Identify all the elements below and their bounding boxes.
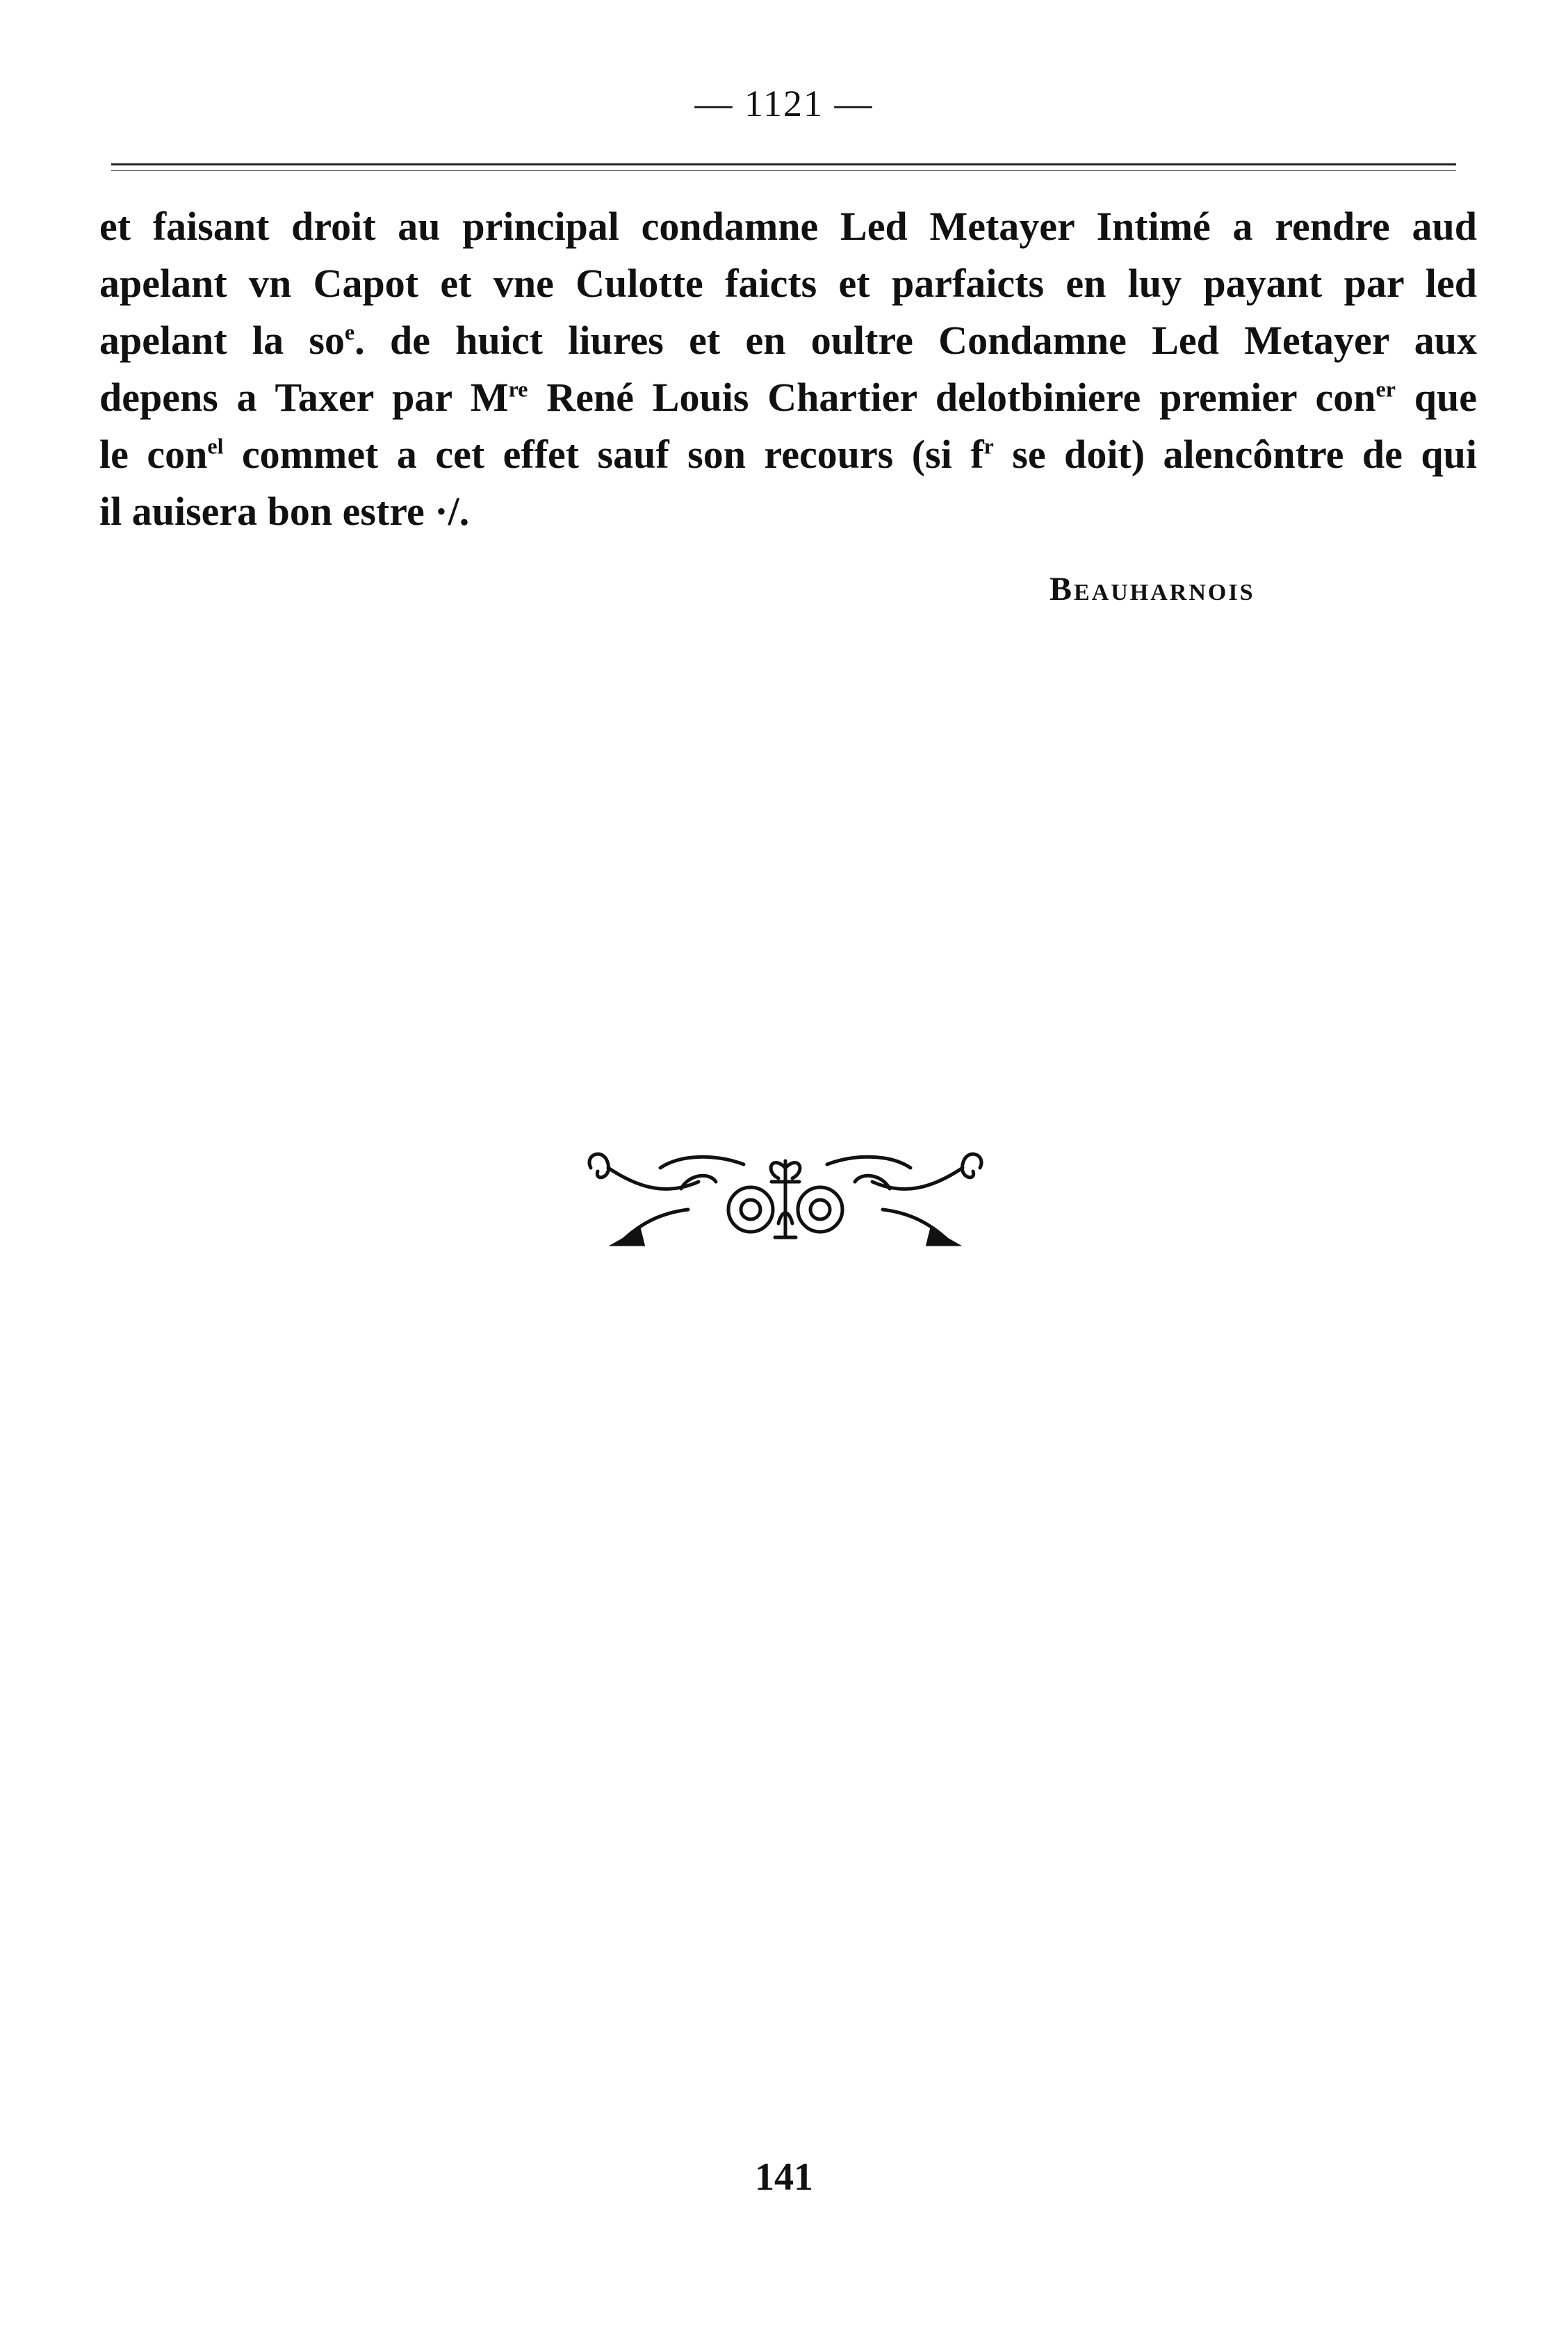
header-rule — [111, 163, 1456, 165]
text-line-2: apelant vn Capot et vne Culotte faicts et parfaicts en luy payant par led — [99, 261, 1477, 306]
text-line-4: depens a Taxer par Mre René Louis Chartier delotbiniere premier con$^{er}$ que — [99, 375, 1477, 420]
folio-number: 141 — [755, 2156, 813, 2199]
body-paragraph — [99, 198, 1477, 540]
header-rule-thin — [111, 170, 1456, 171]
text-line-6: il auisera bon estre ·/. — [99, 489, 470, 534]
page-header: — 1121 — — [694, 83, 874, 124]
fleuron-scroll-ornament-icon — [577, 1140, 994, 1258]
text-line-3: apelant la $so^e$. de huict liures et en oultre Condamne Led Metayer aux — [99, 318, 1477, 363]
text-line-1: et faisant droit au principal condamne Led Metayer Intimé a rendre aud — [99, 204, 1477, 249]
text-line-5: le con$^{el}$ commet a cet effet sauf son recours (si $f^r$ se doit) alencôntre de qui — [99, 432, 1478, 477]
signature: Beauharnois — [1050, 571, 1255, 608]
